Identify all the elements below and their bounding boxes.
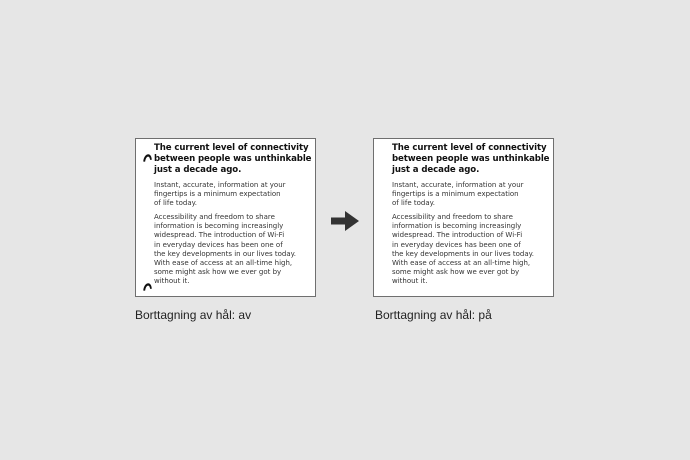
paragraph-line: widespread. The introduction of Wi-Fi (154, 231, 285, 240)
paragraph-line: widespread. The introduction of Wi-Fi (392, 231, 523, 240)
document-paragraph-2 (392, 213, 550, 286)
paragraph-line: Instant, accurate, information at your (154, 181, 286, 189)
page-text-block (154, 143, 312, 291)
paragraph-line: some might ask how we ever got by (154, 267, 282, 276)
preview-page-after (373, 138, 554, 297)
paragraph-line: without it. (154, 276, 190, 285)
caption-hole-removal-on: Borttagning av hål: på (375, 308, 492, 322)
paragraph-line: fingertips is a minimum expectation (154, 190, 281, 199)
paragraph-line: without it. (392, 276, 428, 285)
arrow-right-icon (330, 209, 360, 233)
paragraph-line: in everyday devices has been one of (154, 240, 283, 249)
heading-line: The current level of connectivity (392, 143, 547, 153)
paragraph-line: of life today. (154, 199, 197, 208)
heading-line: The current level of connectivity (154, 143, 309, 153)
heading-line: between people was unthinkable (392, 154, 550, 164)
heading-line: just a decade ago. (154, 165, 242, 175)
paragraph-line: the key developments in our lives today. (392, 249, 535, 258)
paragraph-line: fingertips is a minimum expectation (392, 190, 519, 199)
paragraph-line: Instant, accurate, information at your (392, 181, 524, 189)
paragraph-line: of life today. (392, 199, 435, 208)
punch-hole-mark-icon (142, 153, 153, 163)
paragraph-line: Accessibility and freedom to share (392, 213, 513, 222)
heading-line: just a decade ago. (392, 165, 480, 175)
document-heading (392, 143, 550, 176)
paragraph-line: With ease of access at an all-time high, (154, 258, 293, 267)
paragraph-line: information is becoming increasingly (392, 222, 522, 231)
preview-page-before (135, 138, 316, 297)
paragraph-line: With ease of access at an all-time high, (392, 258, 531, 267)
heading-line: between people was unthinkable (154, 154, 312, 164)
paragraph-line: in everyday devices has been one of (392, 240, 521, 249)
punch-hole-mark-icon (142, 282, 153, 292)
document-paragraph-1 (154, 181, 312, 208)
paragraph-line: some might ask how we ever got by (392, 267, 520, 276)
paragraph-line: Accessibility and freedom to share (154, 213, 275, 222)
paragraph-line: information is becoming increasingly (154, 222, 284, 231)
document-paragraph-2 (154, 213, 312, 286)
document-heading (154, 143, 312, 176)
page-text-block (392, 143, 550, 291)
paragraph-line: the key developments in our lives today. (154, 249, 297, 258)
caption-hole-removal-off: Borttagning av hål: av (135, 308, 252, 322)
document-paragraph-1 (392, 181, 550, 208)
